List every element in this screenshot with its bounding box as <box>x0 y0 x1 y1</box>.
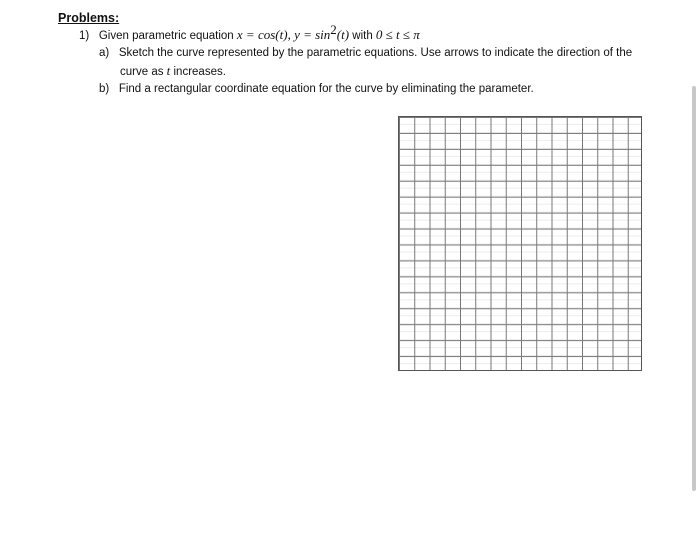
with-text: with <box>349 30 376 42</box>
problem-1-line <box>79 22 420 44</box>
part-a-variable: t <box>166 63 171 78</box>
problem-number: 1) <box>79 30 90 42</box>
page-heading: Problems: <box>58 11 120 25</box>
parameter-range: 0 ≤ t ≤ π <box>375 27 420 42</box>
part-a-label: a) <box>99 47 110 59</box>
equation-y-suffix: (t) <box>336 27 350 42</box>
equation-y-prefix: y = sin <box>294 27 331 42</box>
part-b-text: Find a rectangular coordinate equation for the curve by eliminating the parameter. <box>118 83 534 95</box>
part-b-label: b) <box>99 83 110 95</box>
part-a-text: Sketch the curve represented by the parametric equations. Use arrows to indicate the direction of the <box>118 47 633 59</box>
equation-y-power: 2 <box>330 22 337 38</box>
part-a-line1 <box>99 45 632 61</box>
part-b-line <box>99 81 534 97</box>
vertical-scrollbar[interactable] <box>692 86 696 491</box>
equation-separator: , <box>287 27 295 42</box>
part-a-line2-suffix: increases. <box>170 66 226 78</box>
problem-text: Given parametric equation <box>98 30 237 42</box>
equation-x: x = cos(t) <box>236 27 288 42</box>
part-a-line2 <box>120 63 226 80</box>
part-a-line2-prefix: curve as <box>120 66 167 78</box>
graph-grid <box>398 116 642 371</box>
